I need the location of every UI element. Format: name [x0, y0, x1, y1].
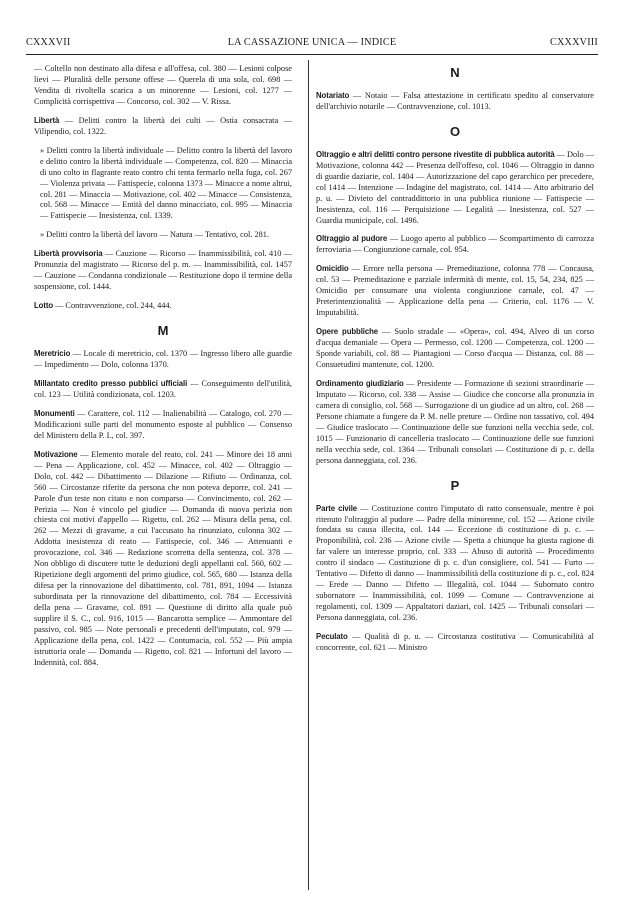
entry-title: Opere pubbliche: [316, 327, 378, 337]
entry-text: — Cauzione — Ricorso — Inammissibilità, col. 410 — Pronunzia del magistrato — Ricorso del p. m. — Inammissibilità, col. 1457 — Cauzione — Condanna condizionale — Restituzione dopo il termine della sospensione, col. 1444.: [34, 249, 292, 292]
entry-text: » Delitti contro la libertà del lavoro — Natura — Tentativo, col. 281.: [40, 230, 269, 240]
index-entry: [34, 146, 292, 223]
entry-title: Parte civile: [316, 503, 358, 513]
entry-text: — Coltello non destinato alla difesa e all'offesa, col. 380 — Lesioni colpose lievi — Pluralità delle persone offese — Querela di una sola, col. 698 — Vendita di rivoltella scarica a un minorenne — Lesioni, col. 1277 — Complicità corrispettiva — Concorso, col. 302 — V. Rissa.: [34, 64, 292, 106]
index-entry: [316, 264, 594, 319]
entry-title: Oltraggio al pudore: [316, 234, 388, 244]
entry-text: — Elemento morale del reato, col. 241 — Minore dei 18 anni — Pena — Applicazione, col. 452 — Minacce, col. 402 — Oltraggio — Dolo, col. 442 — Dibattimento — Dilazione — Rifiuto — Ordinanza, col. 560 — Circostanze riferite da persona che non poteva deporre, col. 241 — Parole d'un teste non citato e non comparso — Convincimento, col. 262 — Perizia — Non è vincolo pel giudice — Domanda di nuova perizia non chiesta coi motivi d'appello — Rigetto, col. 262 — Misura della pena, col. 262 — Mezzi di gravame, a cui l'accusato ha rinunziato, colonna 302 — Addotta inesistenza di reato — Fattispecie, col. 346 — Attenuanti e provocazione, col. 346 — Redazione scorretta della sentenza, col. 378 — Non obbligo di discutere tutte le deduzioni degli appellanti col. 560, 602 — Ripetizione degli argomenti del primo giudice, col. 565, 680 — Istanza della difesa per la rinnovazione del dibattimento, col. 781, 891, 1094 — Istanza subordinata per la rinnovazione del dibattimento, col. 784 — Eccessività della pena — Gravame, col. 891 — Questione di diritto alla quale può supplire il S. C., col. 916, 1015 — Bancarotta semplice — Ammontare del passivo, col. 985 — Note personali e precedenti dell'imputato, col. 979 — Applicazione della pena, col. 1422 — Contumacia, col. 552 — Più ampia istruttoria orale — Domanda — Rigetto, col. 821 — Infortuni del lavoro — Indennità, col. 884.: [34, 449, 292, 667]
column-divider: [308, 60, 309, 890]
index-entry: [316, 504, 594, 624]
entry-title: Lotto: [34, 301, 53, 311]
index-entry: [34, 379, 292, 401]
entry-text: — Conseguimento dell'utilità, col. 123 — Utilità condizionata, col. 1203.: [34, 378, 292, 399]
entry-text: — Errore nella persona — Premeditazione, colonna 778 — Concausa, col. 53 — Premeditazione e parziale infermità di mente, col. 15, 54, 234, 825 — Omicidio per consumare una violenta congiunzione carnale, col. 47 — Preterintenzionalità — Applicazione della pena — Criterio, col. 1176 — V. Imputabilità.: [316, 264, 594, 318]
index-entry: [316, 327, 594, 371]
header-rule: [26, 54, 598, 55]
section-letter-m: M: [157, 323, 169, 339]
entry-text: — Notaio — Falsa attestazione in certificato spedito al conservatore dell'archivio notarile — Contravvenzione, col. 1013.: [316, 90, 594, 111]
index-entry-continuation: [34, 64, 292, 108]
index-entry: [34, 450, 292, 669]
entry-title: Omicidio: [316, 264, 349, 274]
entry-title: Meretricio: [34, 349, 71, 359]
entry-title: Libertà: [34, 115, 60, 125]
left-column: [34, 64, 292, 677]
entry-title: Peculato: [316, 632, 348, 642]
index-entry: [316, 150, 594, 227]
section-letter-n: N: [450, 65, 460, 80]
entry-title: Millantato credito presso pubblici ufficiali: [34, 378, 188, 388]
entry-title: Motivazione: [34, 449, 78, 459]
entry-title: Notariato: [316, 90, 350, 100]
running-title: LA CASSAZIONE UNICA — INDICE: [227, 37, 397, 48]
right-page-number: CXXXVIII: [549, 37, 598, 48]
section-letter-p: P: [450, 477, 460, 493]
page-header: [26, 37, 598, 51]
entry-text: — Suolo stradale — «Opera», col. 494, Alveo di un corso d'acqua demaniale — Opera — Permesso, col. 1200 — Competenza, col. 1200 — Sponde variabili, col. 88 — Piantagioni — Corso d'acqua — Distanza, col. 88 — Consuetudini mantenute, col. 1200.: [316, 327, 594, 370]
index-entry: [316, 234, 594, 256]
entry-text: — Delitti contro la libertà dei culti — Ostia consacrata — Vilipendio, col. 1322.: [34, 115, 292, 136]
index-entry: [34, 349, 292, 371]
index-entry: [34, 116, 292, 138]
entry-text: — Presidente — Formazione di sezioni straordinarie — Imputato — Ricorso, col. 338 — Assise — Giudice che concorse alla pronunzia in camera di consiglio, col. 568 — Surrogazione di un giudice ad un altro, col. 268 — Persone chiamate a fungere da P. M. nelle preture — Ordine non tassativo, col. 494 — Giudice traslocato — Continuazione delle sue funzioni nella vecchia sede, col. 1015 — Funzionario di cancelleria traslocato — Continuazione delle sue funzioni nella vecchia sede, col. 1364 — Tribunali consolari — Costituzione di p. c. della persona danneggiata, col. 236.: [316, 378, 594, 465]
entry-title: Monumenti: [34, 408, 75, 418]
index-entry: [316, 379, 594, 467]
entry-text: » Delitti contro la libertà individuale — Delitto contro la libertà del lavoro e delitto contro la libertà individuale — Competenza, col. 820 — Minaccia di uno colto in flagrante reato contro chi tenta fermarlo nella fuga, col. 267 — Violenza privata — Fattispecie, colonna 1373 — Minacce a nome altrui, col. 281 — Minaccia — Motivazione, col. 402 — Minacce — Consistenza, col. 568 — Minacce — Entità del danno minacciato, col. 995 — Minaccia — Fattispecie — Inesistenza, col. 1339.: [40, 145, 292, 221]
index-entry: [34, 230, 292, 241]
entry-text: — Carattere, col. 112 — Inalienabilità — Catalogo, col. 270 — Modificazioni sulle parti del monumento esposte al pubblico — Consenso del Ministero della P. I., col. 397.: [34, 408, 292, 440]
entry-title: Oltraggio e altri delitti contro persone rivestite di pubblica autorità: [316, 149, 555, 159]
left-page-number: CXXXVII: [26, 37, 71, 48]
section-letter-o: O: [449, 123, 461, 139]
index-entry: [316, 91, 594, 113]
index-entry: [34, 301, 292, 312]
entry-title: Libertà provvisoria: [34, 249, 103, 259]
index-entry: [34, 249, 292, 293]
entry-text: — Costituzione contro l'imputato di ratto consensuale, mentre è poi ritenuto l'oltraggio al pudore — Padre della minorenne, col. 152 — Azione civile fondata su causa illecita, col. 144 — Eccezione di costituzione di p. c. — Proponibilità, col. 236 — Azione civile — Spetta a chiunque ha giusta ragione di far valere un interesse proprio, col. 333 — Abuso di autorità — Procedimento contro il sindaco — Costituzione di p. c. d'un consigliere, col. 541 — Furto — Tentativo — Difetto di danno — Inammissibilità della costituzione di p. c., col. 824 — Erede — Danno — Difetto — Illegalità, col. 1044 — Subornato contro subornatore — Inammissibilità, col. 1099 — Comune — Contravvenzione ai regolamenti, col. 1309 — Appaltatori daziari, col. 1425 — Tribunali consolari — Persona danneggiata, col. 236.: [316, 503, 595, 623]
entry-title: Ordinamento giudiziario: [316, 378, 404, 388]
index-entry: [34, 409, 292, 442]
right-column: [316, 64, 594, 662]
entry-text: — Qualità di p. u. — Circostanza costitutiva — Comunicabilità al concorrente, col. 621 — Ministro: [316, 632, 594, 652]
entry-text: — Dolo — Motivazione, colonna 442 — Presenza dell'offeso, col. 1046 — Oltraggio in danno di guardie daziarie, col. 1404 — Autorizzazione del capo gerarchico per precedere, col 1414 — Intenzione — Indagine del magistrato, col. 1414 — Atto arbitrario del p. u. — Divieto del contraddittorio in una pubblica riunione — Fattispecie — Inesistenza, col. 116 — Perquisizione — Legalità — Inesistenza, col. 527 — Guardia municipale, col. 1496.: [316, 149, 594, 225]
index-entry: [316, 632, 594, 654]
entry-text: — Locale di meretricio, col. 1370 — Ingresso libero alle guardie — Impedimento — Dolo, colonna 1370.: [34, 349, 292, 370]
entry-text: — Contravvenzione, col. 244, 444.: [52, 301, 172, 311]
entry-text: — Luogo aperto al pubblico — Scompartimento di carrozza ferroviaria — Congiunzione carnale, col. 954.: [316, 234, 594, 255]
